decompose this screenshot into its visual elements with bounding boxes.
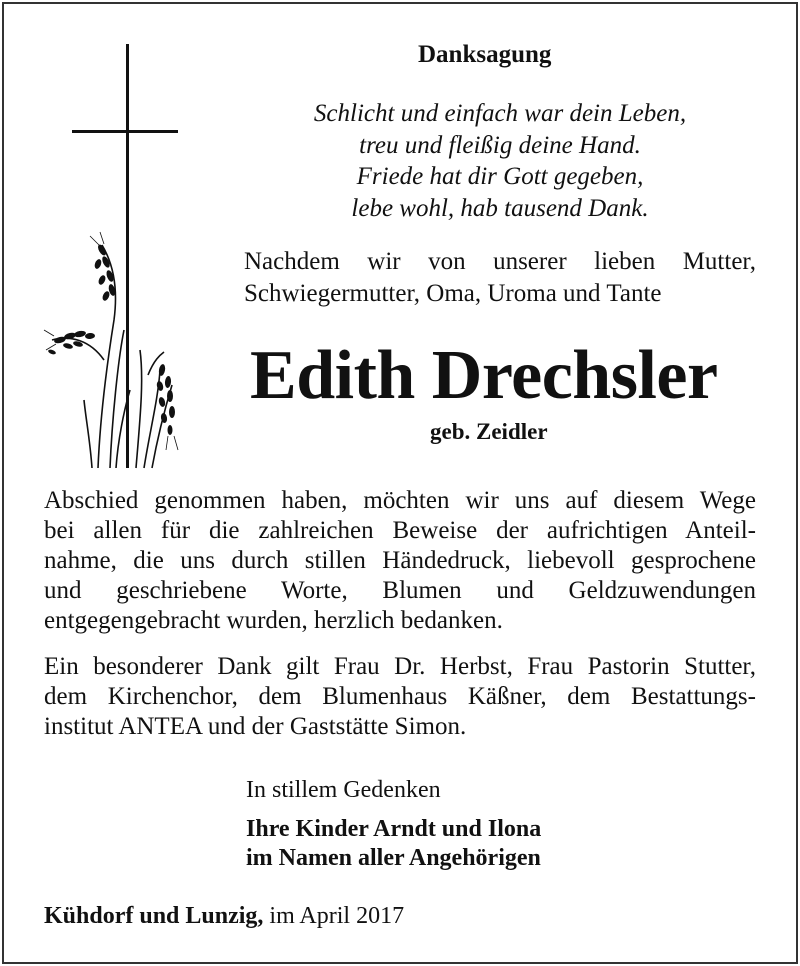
- paragraph-line: entgegengebracht wurden, herzlich bedanken.: [44, 607, 503, 634]
- paragraph-line: dem Kirchenchor, dem Blumenhaus Käßner, dem Bestattungs-: [44, 683, 756, 710]
- poem-line: Schlicht und einfach war dein Leben,: [313, 100, 687, 127]
- intro-line: Schwiegermutter, Oma, Uroma und Tante: [244, 280, 662, 307]
- signature-line: im Namen aller Angehörigen: [246, 845, 541, 871]
- thanks-paragraph: [44, 486, 756, 636]
- place: Kühdorf und Lunzig,: [44, 903, 264, 929]
- date: im April 2017: [263, 903, 405, 929]
- cross-wheat-illustration: [40, 40, 190, 480]
- paragraph-line: Ein besonderer Dank gilt Frau Dr. Herbst, Frau Pastorin Stutter,: [44, 653, 756, 680]
- cross-icon: [40, 40, 190, 480]
- paragraph-line: nahme, die uns durch stillen Händedruck, liebevoll gesprochene: [44, 547, 756, 574]
- heading-danksagung: Danksagung: [418, 41, 552, 68]
- intro-line: Nachdem wir von unserer lieben Mutter,: [244, 248, 756, 275]
- poem-line: Friede hat dir Gott gegeben,: [356, 163, 644, 190]
- signature-line: Ihre Kinder Arndt und Ilona: [246, 816, 542, 842]
- maiden-name: geb. Zeidler: [430, 419, 548, 444]
- paragraph-line: institut ANTEA und der Gaststätte Simon.: [44, 713, 467, 740]
- deceased-name: Edith Drechsler: [250, 337, 718, 414]
- intro-text: [244, 246, 756, 310]
- poem: [240, 98, 760, 224]
- poem-line: lebe wohl, hab tausend Dank.: [351, 194, 649, 222]
- signature: [246, 815, 541, 873]
- paragraph-line: und geschriebene Worte, Blumen und Geldzuwendungen: [44, 577, 756, 604]
- poem-line: treu und fleißig deine Hand.: [359, 131, 641, 159]
- paragraph-line: Abschied genommen haben, möchten wir uns auf diesem Wege: [44, 487, 756, 514]
- closing-phrase: In stillem Gedenken: [246, 777, 441, 803]
- place-date: [44, 903, 404, 930]
- paragraph-line: bei allen für die zahlreichen Beweise der aufrichtigen Anteil-: [44, 517, 756, 544]
- special-thanks-paragraph: [44, 652, 756, 742]
